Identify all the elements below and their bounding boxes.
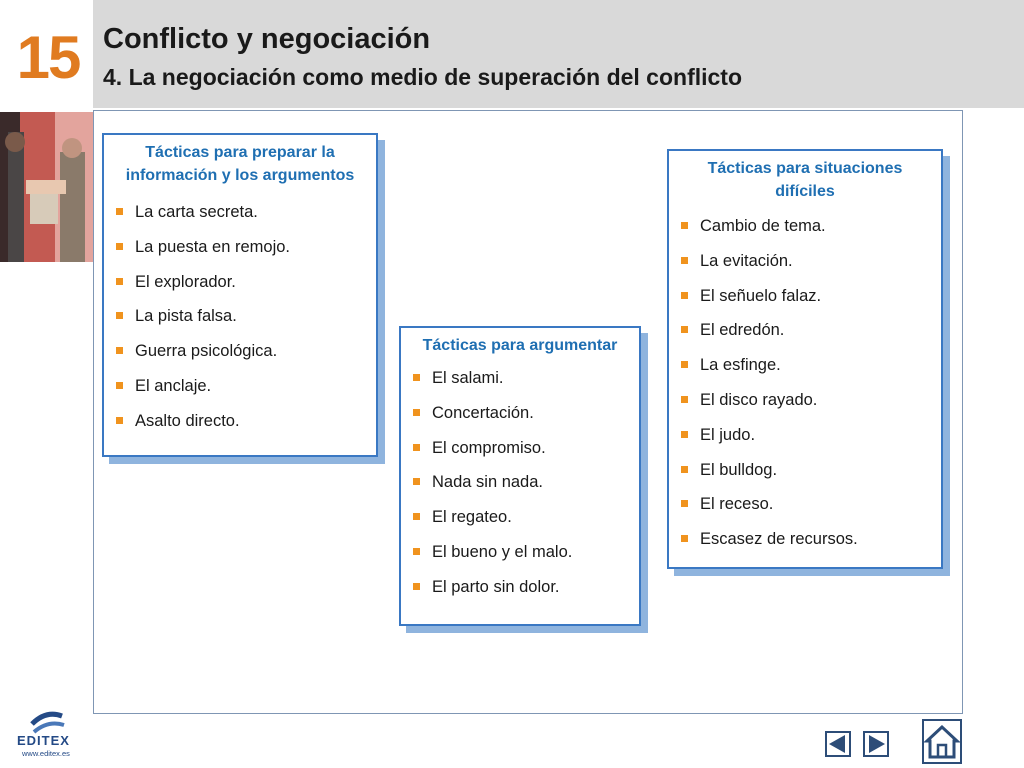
list-item: El parto sin dolor. [413,570,639,605]
list-item: Cambio de tema. [681,209,941,244]
bullet-icon [116,417,123,424]
bullet-icon [413,374,420,381]
card-difficult-situations [667,149,943,569]
logo-text: EDITEX [17,733,70,748]
list-item: Asalto directo. [116,404,376,439]
list-item: La puesta en remojo. [116,230,376,265]
bullet-icon [681,257,688,264]
bullet-icon [413,409,420,416]
bullet-icon [413,548,420,555]
bullet-icon [681,431,688,438]
list-item: El compromiso. [413,431,639,466]
bullet-icon [681,222,688,229]
list-item: El explorador. [116,265,376,300]
card-title: Tácticas para preparar la información y los argumentos [125,144,355,184]
card-title: Tácticas para situaciones difíciles [707,160,903,200]
bullet-icon [681,500,688,507]
bullet-icon [116,382,123,389]
list-item: Concertación. [413,396,639,431]
page-title: Conflicto y negociación [103,23,431,55]
list-item: El salami. [413,361,639,396]
list-item: La evitación. [681,244,941,279]
bullet-icon [681,396,688,403]
card-prepare-information [102,133,378,457]
list-item: La esfinge. [681,348,941,383]
bullet-icon [116,278,123,285]
list-item: El disco rayado. [681,383,941,418]
bullet-icon [681,292,688,299]
bullet-icon [116,312,123,319]
bullet-icon [413,583,420,590]
bullet-icon [116,243,123,250]
card-title: Tácticas para argumentar [422,337,618,354]
home-icon [924,721,960,762]
bullet-icon [681,535,688,542]
bullet-icon [681,361,688,368]
bullet-icon [413,513,420,520]
bullet-icon [413,478,420,485]
list-item: El judo. [681,418,941,453]
card-argue [399,326,641,626]
bullet-icon [681,326,688,333]
list-item: El receso. [681,487,941,522]
page-subtitle: 4. La negociación como medio de superación del conflicto [103,64,743,90]
handshake-photo [0,112,93,262]
logo-url: www.editex.es [22,749,70,758]
bullet-icon [681,466,688,473]
triangle-right-icon [865,733,887,755]
list-item: El edredón. [681,313,941,348]
list-item: El señuelo falaz. [681,279,941,314]
tactics-list [669,209,941,557]
chapter-number: 15 [16,24,80,91]
list-item: La carta secreta. [116,195,376,230]
bullet-icon [413,444,420,451]
list-item: El regateo. [413,500,639,535]
list-item: Nada sin nada. [413,465,639,500]
list-item: El bueno y el malo. [413,535,639,570]
list-item: La pista falsa. [116,299,376,334]
bullet-icon [116,347,123,354]
list-item: El anclaje. [116,369,376,404]
list-item: El bulldog. [681,453,941,488]
home-button[interactable] [922,719,962,764]
previous-slide-button[interactable] [825,731,851,757]
list-item: Escasez de recursos. [681,522,941,557]
next-slide-button[interactable] [863,731,889,757]
list-item: Guerra psicológica. [116,334,376,369]
tactics-list [401,361,639,605]
triangle-left-icon [827,733,849,755]
tactics-list [104,195,376,439]
bullet-icon [116,208,123,215]
